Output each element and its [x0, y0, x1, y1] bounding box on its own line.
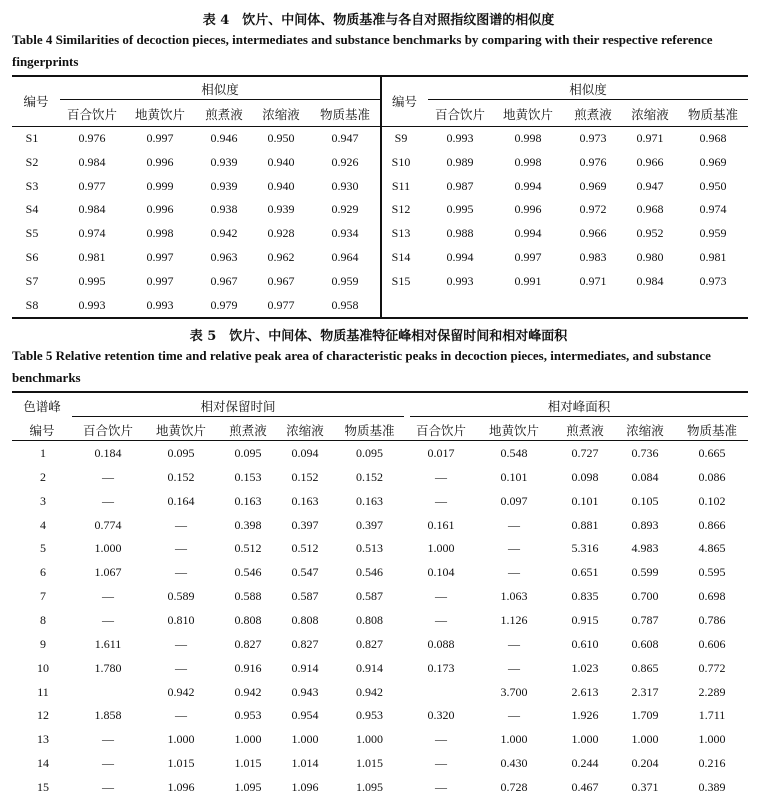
table5-cell: 0.827 — [291, 636, 319, 651]
table5-row-id: 11 — [37, 684, 49, 699]
table4-col-header: 地黄饮片 — [502, 107, 553, 122]
table4-row-id: S4 — [25, 202, 39, 217]
table5-col-header: 百合饮片 — [82, 423, 133, 438]
table4-cell: 0.981 — [699, 250, 727, 264]
table4-cell: 0.999 — [146, 178, 174, 193]
table5-cell: — — [102, 732, 114, 747]
table5-cell: 0.866 — [698, 517, 726, 532]
table5-cell: — — [435, 612, 447, 627]
table4-cell: 0.950 — [267, 131, 295, 145]
table5-group-rule-right — [410, 416, 748, 417]
table5-row-id: 9 — [40, 636, 46, 651]
table4-cell: 0.996 — [146, 202, 174, 217]
table4-col-header: 百合饮片 — [66, 107, 117, 122]
table4-cell: 0.998 — [514, 131, 542, 145]
table4-cell: 0.997 — [146, 273, 174, 288]
table5-row-id: 5 — [40, 541, 46, 556]
table4-cell: 0.980 — [636, 250, 664, 264]
table5-col-header: 浓缩液 — [286, 423, 324, 438]
table5-cell: 0.865 — [631, 660, 659, 675]
table4-cell: 0.972 — [579, 202, 607, 217]
table4-cell: 0.962 — [267, 250, 295, 264]
table5-cell: 0.546 — [356, 565, 383, 580]
table4-cell: 0.996 — [514, 202, 542, 217]
table4-cell: 0.969 — [699, 154, 727, 169]
table4-title-en: Table 4 Similarities of decoction pieces, intermediates and substance benchmarks by comparing with their respective reference fingerprints — [12, 32, 713, 69]
table5-cell: — — [435, 589, 447, 604]
table5-row-id: 15 — [37, 779, 49, 794]
table4-group-rule-right — [428, 99, 748, 100]
table5-cell: 1.000 — [427, 541, 455, 556]
table5-cell: 0.320 — [427, 708, 455, 723]
table5-cell: 0.808 — [234, 612, 262, 627]
table5-cell: 0.915 — [571, 612, 599, 627]
table4-cell: 0.947 — [636, 178, 664, 193]
table4-col-header: 百合饮片 — [434, 107, 485, 122]
table5-col-header: 物质基准 — [686, 423, 737, 438]
table4-row-id: S3 — [25, 178, 39, 193]
table5-row-id: 3 — [40, 493, 46, 508]
table5-header-id-bottom: 编号 — [29, 423, 55, 438]
table5-col-header: 浓缩液 — [626, 423, 664, 438]
table5-cell: 4.983 — [631, 541, 659, 556]
table5-cell: 0.173 — [427, 660, 455, 675]
table5-cell: 1.780 — [94, 660, 122, 675]
table4-cell: 0.981 — [78, 250, 106, 264]
table5-cell: 0.152 — [291, 469, 319, 484]
table5-col-header: 煎煮液 — [566, 423, 604, 438]
table4-cell: 0.973 — [579, 131, 607, 145]
table5-cell: 0.512 — [291, 541, 319, 556]
table5-cell: 0.827 — [234, 636, 262, 651]
table4-header-group-right: 相似度 — [569, 82, 607, 97]
table5-cell: 0.651 — [571, 565, 599, 580]
table5-col-header: 煎煮液 — [229, 423, 267, 438]
table5-cell: 1.000 — [234, 732, 262, 747]
table5-cell: 1.015 — [234, 756, 262, 771]
table5-cell: 0.430 — [500, 756, 528, 771]
table5-cell: — — [508, 708, 520, 723]
table4-cell: 0.966 — [579, 226, 607, 241]
table4-cell: 0.971 — [636, 131, 664, 145]
table5-row-id: 4 — [40, 517, 46, 532]
table4-col-header: 地黄饮片 — [134, 107, 185, 122]
table5-header-group-rrt: 相对保留时间 — [200, 399, 276, 414]
table4-header-id-left: 编号 — [23, 94, 49, 109]
table5-cell: 0.893 — [631, 517, 659, 532]
table4-row-id: S15 — [391, 273, 411, 288]
table5-cell: — — [175, 636, 187, 651]
table4-row-id: S8 — [25, 297, 39, 312]
table5-cell: 0.599 — [631, 565, 659, 580]
table4-cell: 0.984 — [636, 273, 664, 288]
table4-cell: 0.967 — [210, 273, 238, 288]
table5-cell: 0.728 — [500, 779, 528, 794]
table5-cell: 1.014 — [291, 756, 319, 771]
table5-cell: 0.914 — [291, 660, 319, 675]
table4-cell: 0.969 — [579, 178, 607, 193]
table5-cell: 0.727 — [571, 446, 599, 460]
table5-cell: 0.736 — [631, 446, 659, 460]
table5-cell: 1.711 — [698, 708, 726, 723]
table5-cell: 1.000 — [167, 732, 195, 747]
table5-cell: — — [102, 756, 114, 771]
table4-cell: 0.994 — [514, 226, 542, 241]
table4-row-id: S9 — [394, 131, 408, 145]
table5-cell: 0.084 — [631, 469, 659, 484]
table5-cell: 0.017 — [427, 446, 455, 460]
table4-cell: 0.994 — [514, 178, 542, 193]
table4-cell: 0.979 — [210, 297, 238, 312]
table5-cell: 0.397 — [356, 517, 383, 532]
table5-cell: 1.000 — [698, 732, 726, 747]
table5-row-id: 7 — [40, 589, 46, 604]
table4-col-header: 浓缩液 — [631, 107, 669, 122]
table4-cell: 0.940 — [267, 154, 295, 169]
table5-cell: 0.587 — [356, 589, 383, 604]
table5-cell: 0.244 — [571, 756, 599, 771]
table5-cell: — — [508, 636, 520, 651]
table4-cell: 0.968 — [636, 202, 664, 217]
table5-cell: 0.398 — [234, 517, 262, 532]
table5-cell: 0.204 — [631, 756, 659, 771]
table5-cell: — — [508, 517, 520, 532]
table4-cell: 0.963 — [210, 250, 238, 264]
table5-cell: 5.316 — [571, 541, 599, 556]
table5-cell: 0.152 — [356, 469, 383, 484]
table5-cell: — — [508, 660, 520, 675]
table5-cell: — — [508, 565, 520, 580]
table5-cell: 0.953 — [356, 708, 383, 723]
table4-group-rule-left — [60, 99, 380, 100]
table5-row-id: 6 — [40, 565, 46, 580]
table5-cell: 0.881 — [571, 517, 599, 532]
table4-col-header: 煎煮液 — [574, 107, 612, 122]
table5-cell: — — [175, 660, 187, 675]
table4-cell: 0.929 — [331, 202, 359, 217]
table5-cell: 1.015 — [356, 756, 383, 771]
table4-cell: 0.994 — [446, 250, 474, 264]
table5-cell: — — [435, 732, 447, 747]
table4-cell: 0.993 — [78, 297, 106, 312]
table5-cell: 0.546 — [234, 565, 262, 580]
table4-header-group-left: 相似度 — [201, 82, 239, 97]
table5-cell: 1.000 — [631, 732, 659, 747]
table5-cell: 0.153 — [234, 469, 262, 484]
table5-cell: 0.588 — [234, 589, 262, 604]
table5-cell: — — [175, 565, 187, 580]
table4-cell: 0.997 — [514, 250, 542, 264]
table5-cell: 4.865 — [698, 541, 726, 556]
table5-cell: — — [435, 779, 447, 794]
table4-col-header: 物质基准 — [319, 107, 370, 122]
table5-cell: 1.858 — [94, 708, 122, 723]
table4-cell: 0.938 — [210, 202, 238, 217]
table5-cell: 0.808 — [291, 612, 319, 627]
table5-row-id: 10 — [37, 660, 49, 675]
table5-row-id: 8 — [40, 612, 46, 627]
table5-cell: 0.389 — [698, 779, 726, 794]
table4-cell: 0.995 — [78, 273, 106, 288]
table4-cell: 0.942 — [210, 226, 238, 241]
table5-cell: 0.104 — [427, 565, 455, 580]
table4-cell: 0.973 — [699, 273, 727, 288]
table5-cell: 0.088 — [427, 636, 455, 651]
table5-cell: 0.665 — [698, 446, 726, 460]
table5-cell: 0.787 — [631, 612, 659, 627]
table4-cell: 0.989 — [446, 154, 474, 169]
table4-cell: 0.974 — [78, 226, 106, 241]
table4-cell: 0.993 — [146, 297, 174, 312]
table5-cell: — — [102, 779, 114, 794]
table5-cell: 0.102 — [698, 493, 726, 508]
table4-cell: 0.983 — [579, 250, 607, 264]
table5-cell: 1.000 — [94, 541, 122, 556]
table5-col-header: 地黄饮片 — [488, 423, 539, 438]
table4-row-id: S10 — [391, 154, 411, 169]
table4-cell: 0.940 — [267, 178, 295, 193]
table5-cell: 0.086 — [698, 469, 726, 484]
table5-col-header: 百合饮片 — [415, 423, 466, 438]
table5-cell: 1.096 — [291, 779, 319, 794]
table5-cell: 1.015 — [167, 756, 195, 771]
table4-cell: 0.926 — [331, 154, 359, 169]
table4-cell: 0.959 — [331, 273, 359, 288]
table5-cell: 1.000 — [291, 732, 319, 747]
table5-cell: 0.101 — [500, 469, 528, 484]
table5-cell: 1.000 — [356, 732, 383, 747]
table5-cell: 0.786 — [698, 612, 726, 627]
table5-cell: — — [102, 493, 114, 508]
table4-col-header: 浓缩液 — [262, 107, 300, 122]
table5-cell: 0.942 — [356, 684, 383, 699]
table5-cell: 0.942 — [234, 684, 262, 699]
table4-cell: 0.930 — [331, 178, 359, 193]
table5-cell: 0.700 — [631, 589, 659, 604]
table4-cell: 0.966 — [636, 154, 664, 169]
table4-cell: 0.964 — [331, 250, 359, 264]
table5-cell: 0.095 — [167, 446, 195, 460]
table4-col-header: 煎煮液 — [205, 107, 243, 122]
table5-cell: 1.095 — [234, 779, 262, 794]
table5-cell: 1.095 — [356, 779, 383, 794]
table5-group-rule-left — [72, 416, 404, 417]
table4-cell: 0.993 — [446, 273, 474, 288]
table5-cell: 0.606 — [698, 636, 726, 651]
table5-cell: 0.954 — [291, 708, 319, 723]
table5-cell: 0.808 — [356, 612, 383, 627]
table5-cell: 0.097 — [500, 493, 528, 508]
table4-cell: 0.967 — [267, 273, 295, 288]
table5-cell: 0.810 — [167, 612, 195, 627]
table4-cell: 0.987 — [446, 178, 474, 193]
table4-cell: 0.939 — [267, 202, 295, 217]
table5-cell: 0.161 — [427, 517, 455, 532]
table5-cell: 0.105 — [631, 493, 659, 508]
table5-cell: — — [435, 756, 447, 771]
table5-cell: 0.698 — [698, 589, 726, 604]
table5-cell: 0.835 — [571, 589, 599, 604]
table4-cell: 0.998 — [514, 154, 542, 169]
table5-cell: — — [175, 708, 187, 723]
table5-cell: 0.371 — [631, 779, 659, 794]
table5-cell: 1.926 — [571, 708, 599, 723]
table4-cell: 0.996 — [146, 154, 174, 169]
table4-cell: 0.946 — [210, 131, 238, 145]
table4-cell: 0.976 — [78, 131, 106, 145]
table4-row-id: S11 — [391, 178, 411, 193]
table5-cell: 0.513 — [356, 541, 383, 556]
table5-cell: 1.000 — [500, 732, 528, 747]
table5-cell: 1.067 — [94, 565, 122, 580]
table5-cell: 0.548 — [500, 446, 528, 460]
table4-cell: 0.997 — [146, 131, 174, 145]
table5-cell: 0.095 — [234, 446, 262, 460]
table4-cell: 0.974 — [699, 202, 727, 217]
table5-cell: 1.023 — [571, 660, 599, 675]
table5-cell: 0.163 — [234, 493, 262, 508]
table5-cell: 0.943 — [291, 684, 319, 699]
table4-row-id: S1 — [25, 131, 39, 145]
table5-cell: 0.610 — [571, 636, 599, 651]
table5-cell: 1.611 — [94, 636, 122, 651]
table5-cell: 0.827 — [356, 636, 383, 651]
table5-cell: — — [102, 469, 114, 484]
table4-bottom-rule — [12, 317, 748, 319]
table4-cell: 0.997 — [146, 250, 174, 264]
table4-row-id: S12 — [391, 202, 411, 217]
table4-row-id: S7 — [25, 273, 39, 288]
table5-cell: 0.164 — [167, 493, 195, 508]
table4-header-id-right: 编号 — [391, 94, 417, 109]
table4-cell: 0.968 — [699, 131, 727, 145]
table5-cell: 3.700 — [500, 684, 528, 699]
table5-cell: 0.772 — [698, 660, 726, 675]
table5-cell: 0.587 — [291, 589, 319, 604]
table5-header-group-rpa: 相对峰面积 — [547, 399, 611, 414]
table5-cell: 0.512 — [234, 541, 262, 556]
table4-cell: 0.971 — [579, 273, 607, 288]
table5-cell: 0.608 — [631, 636, 659, 651]
table5-cell: 0.916 — [234, 660, 262, 675]
table5-cell: 0.095 — [356, 446, 383, 460]
table4-title-cn: 表 4 饮片、中间体、物质基准与各自对照指纹图谱的相似度 — [202, 13, 555, 28]
table5-row-id: 13 — [37, 732, 49, 747]
table4-cell: 0.928 — [267, 226, 295, 241]
table5-cell: 2.289 — [698, 684, 726, 699]
table5-cell: 0.152 — [167, 469, 195, 484]
table4-cell: 0.984 — [78, 154, 106, 169]
table5-cell: 0.094 — [291, 446, 319, 460]
table4-cell: 0.988 — [446, 226, 474, 241]
table5-row-id: 2 — [40, 469, 46, 484]
table5-cell: 0.163 — [291, 493, 319, 508]
table5-cell: — — [435, 469, 447, 484]
table5-row-id: 14 — [37, 756, 49, 771]
table4-cell: 0.991 — [514, 273, 542, 288]
table5-cell: 0.467 — [571, 779, 599, 794]
table5-cell: 0.184 — [94, 446, 122, 460]
table4-cell: 0.939 — [210, 154, 238, 169]
table5-title-cn: 表 5 饮片、中间体、物质基准特征峰相对保留时间和相对峰面积 — [189, 329, 568, 344]
table5-cell: 0.101 — [571, 493, 599, 508]
table4-cell: 0.995 — [446, 202, 474, 217]
table5-header-id-top: 色谱峰 — [23, 399, 61, 414]
table5-cell: 0.547 — [291, 565, 319, 580]
table5-cell: 0.914 — [356, 660, 383, 675]
table5-title-en: Table 5 Relative retention time and relative peak area of characteristic peaks in decoction pieces, intermediates, and substance benchmarks — [12, 348, 711, 385]
table5-col-header: 地黄饮片 — [155, 423, 206, 438]
table4-row-id: S2 — [25, 154, 39, 169]
table5-cell: 0.942 — [167, 684, 195, 699]
table4-row-id: S13 — [391, 226, 411, 241]
table4-cell: 0.939 — [210, 178, 238, 193]
table4-cell: 0.984 — [78, 202, 106, 217]
table4-cell: 0.950 — [699, 178, 727, 193]
table5-header-rule — [12, 440, 748, 441]
table4-col-header: 物质基准 — [687, 107, 738, 122]
table5-cell: 0.953 — [234, 708, 262, 723]
table5-col-header: 物质基准 — [344, 423, 395, 438]
table4-row-id: S5 — [25, 226, 39, 241]
table4-cell: 0.959 — [699, 226, 727, 241]
table4-cell: 0.947 — [331, 131, 359, 145]
table5-top-rule — [12, 391, 748, 393]
table5-cell: 1.063 — [500, 589, 528, 604]
table5-cell: 1.000 — [571, 732, 599, 747]
table4-cell: 0.998 — [146, 226, 174, 241]
table5-cell: 0.774 — [94, 517, 122, 532]
table5-cell: 0.589 — [167, 589, 195, 604]
table5-cell: — — [175, 541, 187, 556]
table5-cell: 2.613 — [571, 684, 599, 699]
table5-cell: — — [508, 541, 520, 556]
table5-cell: — — [175, 517, 187, 532]
table5-cell: 1.709 — [631, 708, 659, 723]
table5-cell: — — [102, 589, 114, 604]
table4-row-id: S6 — [25, 250, 39, 264]
table4-cell: 0.977 — [267, 297, 295, 312]
table4-cell: 0.977 — [78, 178, 106, 193]
table4-cell: 0.952 — [636, 226, 664, 241]
table5-cell: 0.397 — [291, 517, 319, 532]
table5-cell: 2.317 — [631, 684, 659, 699]
table4-cell: 0.976 — [579, 154, 607, 169]
table4-cell: 0.958 — [331, 297, 359, 312]
table4-cell: 0.993 — [446, 131, 474, 145]
table5-cell: — — [102, 612, 114, 627]
table4-cell: 0.934 — [331, 226, 359, 241]
table5-cell: 0.163 — [356, 493, 383, 508]
table5-cell: 0.098 — [571, 469, 599, 484]
table5-cell: 0.595 — [698, 565, 726, 580]
table5-row-id: 12 — [37, 708, 49, 723]
table4-row-id: S14 — [391, 250, 411, 264]
table5-cell: 1.126 — [500, 612, 528, 627]
table5-cell: 1.096 — [167, 779, 195, 794]
table5-cell: — — [435, 493, 447, 508]
table5-row-id: 1 — [40, 446, 46, 460]
table5-cell: 0.216 — [698, 756, 726, 771]
